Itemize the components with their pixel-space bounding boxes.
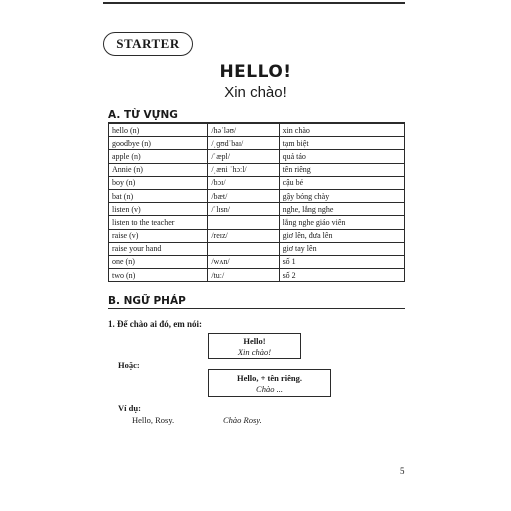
meaning-cell: tạm biệt [279, 137, 404, 150]
section-heading-vocabulary: A. TỪ VỰNG [108, 109, 178, 121]
table-row [109, 229, 405, 242]
meaning-cell: giơ lên, đưa lên [279, 229, 404, 242]
meaning-cell: lắng nghe giáo viên [279, 216, 404, 229]
table-row [109, 124, 405, 137]
ipa-cell: /ˌɡʊdˈbaɪ/ [208, 137, 279, 150]
ipa-cell: /tuː/ [208, 269, 279, 282]
meaning-cell: giơ tay lên [279, 242, 404, 255]
ipa-cell: /wʌn/ [208, 255, 279, 268]
word-cell: one (n) [109, 255, 208, 268]
or-label: Hoặc: [118, 360, 140, 370]
meaning-cell: số 1 [279, 255, 404, 268]
word-cell: listen to the teacher [109, 216, 208, 229]
greeting-en: Hello! [243, 336, 266, 346]
table-row [109, 176, 405, 189]
page-subtitle: Xin chào! [224, 84, 287, 101]
section-rule [108, 308, 405, 309]
grammar-point-1: 1. Để chào ai đó, em nói: [108, 319, 202, 329]
ipa-cell: /bæt/ [208, 189, 279, 202]
ipa-cell: /reɪz/ [208, 229, 279, 242]
table-row [109, 216, 405, 229]
greeting-pattern-en: Hello, + tên riêng. [236, 373, 303, 383]
word-cell: two (n) [109, 269, 208, 282]
ipa-cell: /ˈlɪsn/ [208, 203, 279, 216]
word-cell: raise (v) [109, 229, 208, 242]
ipa-cell: /ˈæpl/ [208, 150, 279, 163]
meaning-cell: cậu bé [279, 176, 404, 189]
word-cell: hello (n) [109, 124, 208, 137]
ipa-cell: /ˌæni ˈhɔːl/ [208, 163, 279, 176]
ipa-cell [208, 216, 279, 229]
word-cell: apple (n) [109, 150, 208, 163]
example-label: Ví dụ: [118, 403, 141, 413]
word-cell: boy (n) [109, 176, 208, 189]
table-row [109, 255, 405, 268]
table-row [109, 150, 405, 163]
word-cell: Annie (n) [109, 163, 208, 176]
table-row [109, 137, 405, 150]
ipa-cell: /həˈləʊ/ [208, 124, 279, 137]
page-number: 5 [400, 466, 405, 476]
example-en: Hello, Rosy. [132, 415, 175, 425]
meaning-cell: tên riêng [279, 163, 404, 176]
ipa-cell: /bɔɪ/ [208, 176, 279, 189]
page-title: HELLO! [219, 62, 292, 82]
word-cell: bat (n) [109, 189, 208, 202]
table-row [109, 269, 405, 282]
greeting-box-hello-name [208, 369, 331, 397]
table-row [109, 242, 405, 255]
word-cell: raise your hand [109, 242, 208, 255]
table-row [109, 203, 405, 216]
vocabulary-table-body [109, 124, 405, 282]
greeting-pattern-vi: Chào ... [256, 384, 283, 394]
word-cell: goodbye (n) [109, 137, 208, 150]
section-heading-grammar: B. NGỮ PHÁP [108, 295, 186, 307]
greeting-box-hello [208, 333, 301, 359]
table-row [109, 189, 405, 202]
meaning-cell: xin chào [279, 124, 404, 137]
ipa-cell [208, 242, 279, 255]
example-vi: Chào Rosy. [223, 415, 262, 425]
starter-label: STARTER [103, 32, 193, 56]
meaning-cell: nghe, lắng nghe [279, 203, 404, 216]
top-rule [103, 2, 405, 4]
vocabulary-table [108, 123, 405, 282]
meaning-cell: gậy bóng chày [279, 189, 404, 202]
word-cell: listen (v) [109, 203, 208, 216]
table-row [109, 163, 405, 176]
meaning-cell: số 2 [279, 269, 404, 282]
meaning-cell: quả táo [279, 150, 404, 163]
greeting-vi: Xin chào! [237, 347, 272, 357]
